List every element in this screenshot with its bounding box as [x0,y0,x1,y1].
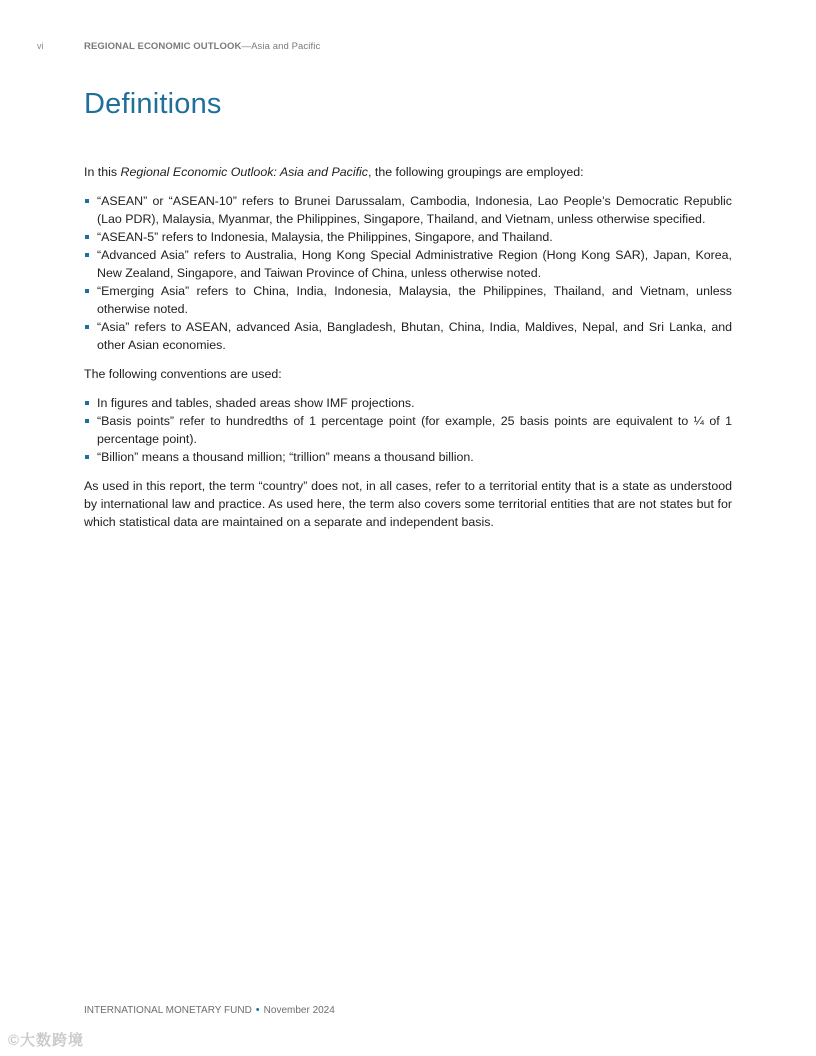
bullet-icon [85,419,89,423]
intro-prefix: In this [84,165,121,179]
bullet-icon [85,253,89,257]
bullet-icon [85,401,89,405]
list-item [84,394,732,412]
list-item-text: “Billion” means a thousand million; “trillion” means a thousand billion. [97,450,474,464]
list-item [84,246,732,282]
closing-paragraph: As used in this report, the term “country” does not, in all cases, refer to a territorial entity that is a state as understood by international law and practice. As used here, the term also covers some territorial entities that are not states but for which statistical data are maintained on a separate and independent basis. [84,479,732,529]
groupings-list [84,192,732,354]
page-footer [84,1004,335,1016]
footer-date: November 2024 [263,1005,335,1016]
list-item [84,318,732,354]
list-item-text: “Basis points” refer to hundredths of 1 percentage point (for example, 25 basis points are equivalent to ¼ of 1 percentage point). [97,414,732,446]
intro-report-title: Regional Economic Outlook: Asia and Pacific [120,165,368,179]
list-item-text: In figures and tables, shaded areas show IMF projections. [97,396,415,410]
list-item-text: “Asia” refers to ASEAN, advanced Asia, Bangladesh, Bhutan, China, India, Maldives, Nepal, and Sri Lanka, and other Asian economies. [97,320,732,352]
page-title: Definitions [84,88,222,120]
list-item [84,228,732,246]
conventions-intro: The following conventions are used: [84,367,282,381]
main-content [84,163,732,531]
list-item-text: “ASEAN-5” refers to Indonesia, Malaysia, the Philippines, Singapore, and Thailand. [97,230,553,244]
list-item [84,282,732,318]
running-header [84,41,320,52]
footer-separator-icon: • [255,1004,260,1016]
bullet-icon [85,325,89,329]
conventions-list [84,394,732,466]
list-item [84,448,732,466]
list-item [84,192,732,228]
list-item-text: “ASEAN” or “ASEAN-10” refers to Brunei Darussalam, Cambodia, Indonesia, Lao People’s Democratic Republic (Lao PDR), Malaysia, Myanmar, the Philippines, Singapore, Thailand, and Vietnam, unless otherwise specified. [97,194,732,226]
running-header-title: REGIONAL ECONOMIC OUTLOOK [84,41,242,52]
page-number: vi [37,41,44,51]
list-item-text: “Emerging Asia” refers to China, India, Indonesia, Malaysia, the Philippines, Thailand, and Vietnam, unless otherwise noted. [97,284,732,316]
bullet-icon [85,199,89,203]
intro-paragraph [84,163,732,181]
footer-organization: INTERNATIONAL MONETARY FUND [84,1005,252,1016]
intro-suffix: , the following groupings are employed: [368,165,584,179]
watermark: ©大数跨境 [8,1032,85,1049]
running-header-subtitle: —Asia and Pacific [241,41,321,52]
list-item-text: “Advanced Asia” refers to Australia, Hong Kong Special Administrative Region (Hong Kong SAR), Japan, Korea, New Zealand, Singapore, and Taiwan Province of China, unless otherwise noted. [97,248,732,280]
bullet-icon [85,455,89,459]
bullet-icon [85,289,89,293]
list-item [84,412,732,448]
bullet-icon [85,235,89,239]
